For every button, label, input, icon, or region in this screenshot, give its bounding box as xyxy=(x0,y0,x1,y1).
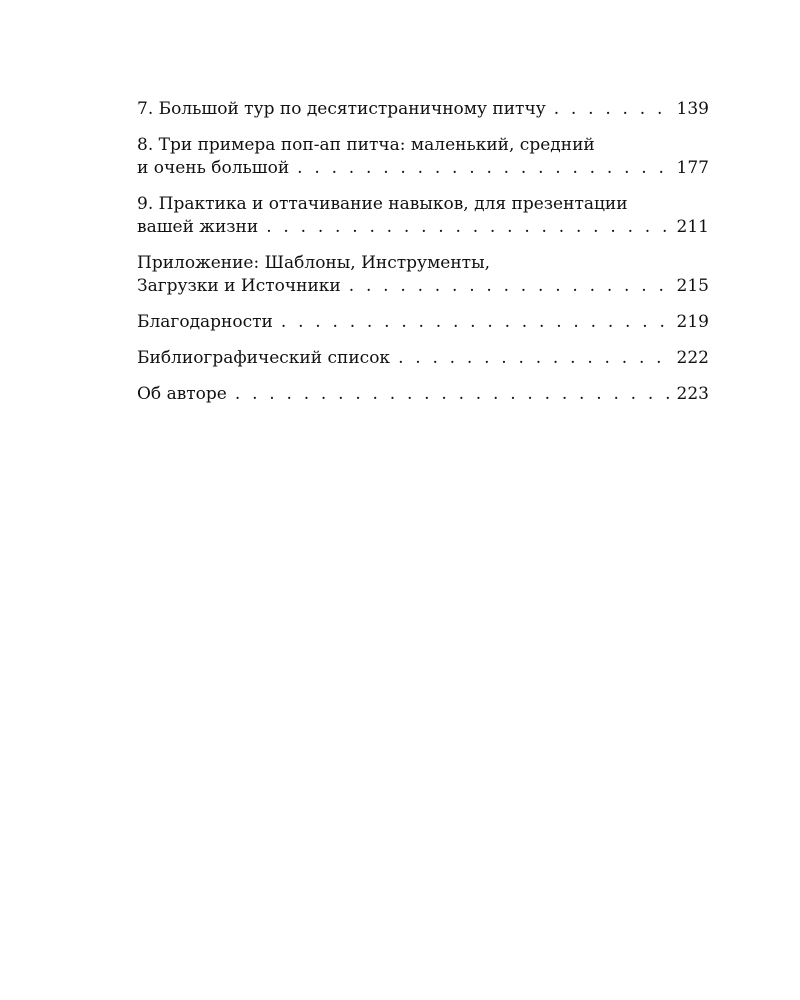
toc-entry-title-continued: и очень большой xyxy=(137,158,290,178)
dot-leader xyxy=(398,347,670,370)
toc-entry-title: Приложение: Шаблоны, Инструменты, xyxy=(137,253,491,273)
toc-page-number: 177 xyxy=(676,158,709,178)
toc-entry-about-author[interactable] xyxy=(137,383,709,406)
dot-leader xyxy=(281,311,671,334)
toc-entry-chapter-7[interactable] xyxy=(137,98,709,121)
toc-entry-line xyxy=(137,98,709,121)
toc-entry-appendix[interactable] xyxy=(137,252,709,298)
toc-entry-title: Благодарности xyxy=(137,312,273,332)
dot-leader xyxy=(266,216,670,239)
toc-entry-bibliography[interactable] xyxy=(137,347,709,370)
toc-entry-title: 8. Три примера поп-ап питча: маленький, средний xyxy=(137,135,595,155)
dot-leader xyxy=(297,157,670,180)
toc-entry-line xyxy=(137,383,709,406)
toc-entry-title: Библиографический список xyxy=(137,348,391,368)
table-of-contents xyxy=(137,98,709,419)
toc-entry-title: Об авторе xyxy=(137,384,227,404)
toc-entry-line xyxy=(137,157,709,180)
toc-entry-title-continued: Загрузки и Источники xyxy=(137,276,341,296)
toc-page-number: 211 xyxy=(676,217,709,237)
toc-entry-title-continued: вашей жизни xyxy=(137,217,259,237)
toc-page-number: 222 xyxy=(676,348,709,368)
toc-entry-line xyxy=(137,347,709,370)
toc-page-number: 223 xyxy=(676,384,709,404)
toc-page-number: 215 xyxy=(676,276,709,296)
toc-entry-chapter-8[interactable] xyxy=(137,134,709,180)
toc-entry-line xyxy=(137,216,709,239)
toc-entry-title: 9. Практика и оттачивание навыков, для презентации xyxy=(137,194,628,214)
toc-page-number: 139 xyxy=(676,99,709,119)
toc-entry-chapter-9[interactable] xyxy=(137,193,709,239)
dot-leader xyxy=(349,275,671,298)
dot-leader xyxy=(235,383,671,406)
toc-entry-line xyxy=(137,275,709,298)
dot-leader xyxy=(554,98,671,121)
toc-page-number: 219 xyxy=(676,312,709,332)
toc-entry-acknowledgements[interactable] xyxy=(137,311,709,334)
toc-entry-title: 7. Большой тур по десятистраничному питчу xyxy=(137,99,546,119)
toc-entry-line xyxy=(137,311,709,334)
